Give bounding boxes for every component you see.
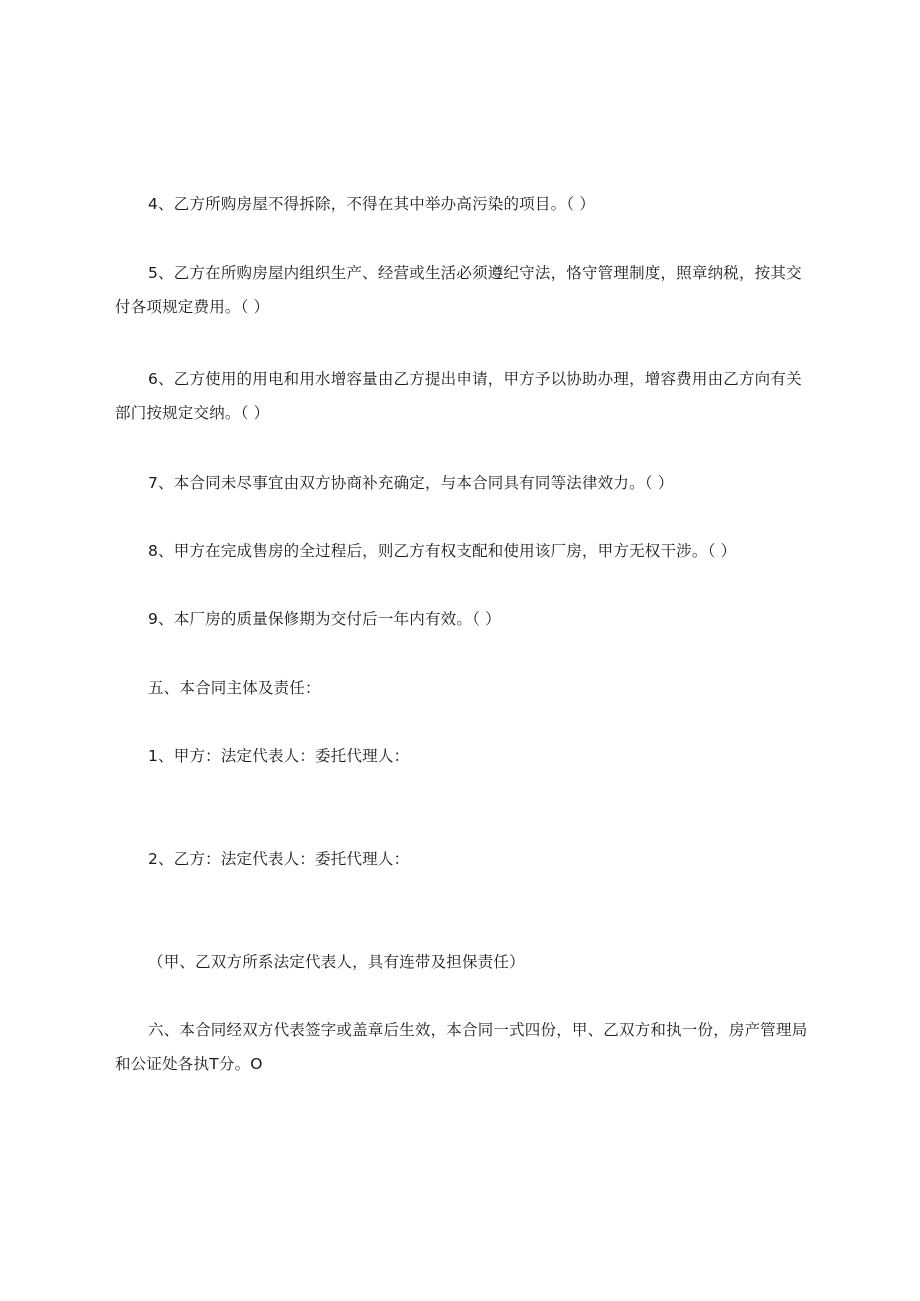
section-5-heading: 五、本合同主体及责任： [148, 679, 321, 697]
section-6-paragraph: 六、本合同经双方代表签字或盖章后生效，本合同一式四份，甲、乙双方和执一份，房产管理局和公证处各执T分。O [115, 1021, 808, 1073]
party-b-line: 2、乙方：法定代表人：委托代理人： [148, 850, 410, 868]
liability-note: （甲、乙双方所系法定代表人，具有连带及担保责任） [148, 953, 525, 971]
clause-7: 7、本合同未尽事宜由双方协商补充确定，与本合同具有同等法律效力。（ ） [148, 474, 674, 492]
party-a-line: 1、甲方：法定代表人：委托代理人： [148, 747, 410, 765]
clause-8: 8、甲方在完成售房的全过程后，则乙方有权支配和使用该厂房，甲方无权干涉。（ ） [148, 542, 737, 560]
clause-6: 6、乙方使用的用电和用水增容量由乙方提出申请，甲方予以协助办理，增容费用由乙方向有关部门按规定交纳。（ ） [115, 370, 802, 422]
clause-5: 5、乙方在所购房屋内组织生产、经营或生活必须遵纪守法，恪守管理制度，照章纳税，按其交付各项规定费用。（ ） [115, 264, 802, 316]
clause-4: 4、乙方所购房屋不得拆除，不得在其中举办高污染的项目。（ ） [148, 195, 596, 213]
clause-9: 9、本厂房的质量保修期为交付后一年内有效。（ ） [148, 610, 501, 628]
